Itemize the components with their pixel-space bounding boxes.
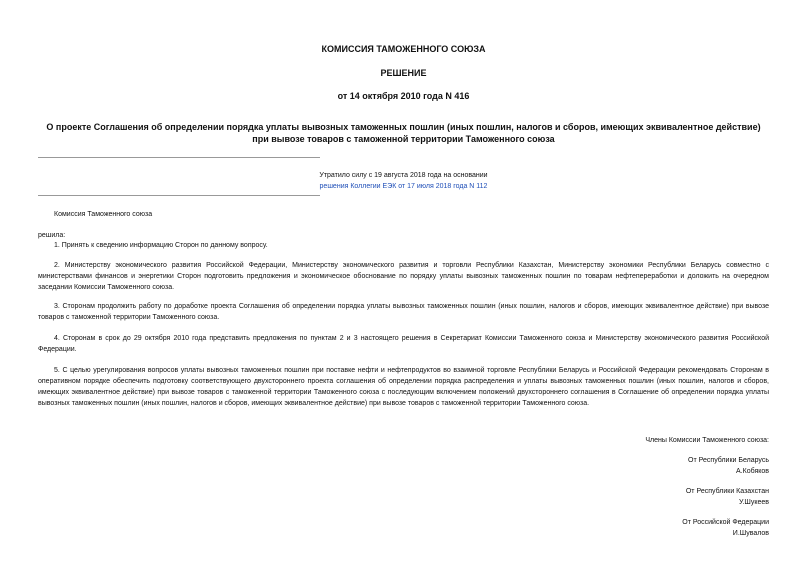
divider-top <box>38 157 320 158</box>
organization-heading: КОМИССИЯ ТАМОЖЕННОГО СОЮЗА <box>321 44 486 54</box>
signatures-heading: Члены Комиссии Таможенного союза: <box>645 437 769 444</box>
signature-block-kazakhstan <box>686 486 769 508</box>
signature-name: И.Шувалов <box>732 530 769 537</box>
signature-name: У.Шукеев <box>738 499 769 506</box>
document-type-heading: РЕШЕНИЕ <box>380 68 427 78</box>
paragraph-1: 1. Принять к сведению информацию Сторон по данному вопросу. <box>54 242 268 249</box>
date-number-heading: от 14 октября 2010 года N 416 <box>337 91 470 101</box>
signature-country: От Республики Казахстан <box>685 488 769 495</box>
signature-country: От Российской Федерации <box>682 519 769 526</box>
decided-text: решила: <box>38 232 66 239</box>
signature-block-belarus <box>688 455 769 477</box>
paragraph-5: 5. С целью урегулирования вопросов уплаты вывозных таможенных пошлин при поставке нефти и нефтепродуктов во взаимной торговле Республики Беларусь и Российской Федерации рекомендовать Сторонам в оперативном порядке обеспечить подготовку соответствующего двухстороннего проекта соглашения об определении порядка распределения и уплаты вывозных таможенных пошлин (иных пошлин, налогов и сборов, имеющих эквивалентное действие) при вывозе товаров с таможенной территории Таможенного союза с последующим включением положений двухстороннего соглашения в Соглашение об определении порядка уплаты вывозных таможенных пошлин (иных пошлин, налогов и сборов, имеющих эквивалентное действие) при вывозе товаров с таможенной территории Таможенного союза. <box>38 367 769 407</box>
paragraph-3: 3. Сторонам продолжить работу по доработке проекта Соглашения об определении порядка уплаты вывозных таможенных пошлин (иных пошлин, налогов и сборов, имеющих эквивалентное действие) при вывозе товаров с таможенной территории Таможенного союза. <box>38 303 769 321</box>
issuer-text: Комиссия Таможенного союза <box>54 211 153 218</box>
divider-bottom <box>38 195 320 196</box>
paragraph-2: 2. Министерству экономического развития Российской Федерации, Министерству экономического развития и торговли Республики Казахстан, Министерству экономики Республики Беларусь совместно с министерствами финансов и энергетики Сторон подготовить предложения и экономическое обоснование по порядку уплаты вывозных таможенных пошлин по товарам нефтепереработки и доложить на очередном заседании Комиссии Таможенного союза. <box>38 262 769 291</box>
signature-name: А.Кобяков <box>736 468 769 475</box>
document-title: О проекте Соглашения об определении порядка уплаты вывозных таможенных пошлин (иных пошлин, налогов и сборов, имеющих эквивалентное действие) при вывозе товаров с таможенной территории Таможенного союза <box>46 122 761 144</box>
signature-country: От Республики Беларусь <box>688 457 769 464</box>
expiry-link[interactable]: решения Коллегии ЕЭК от 17 июля 2018 года N 112 <box>319 183 488 190</box>
expiry-notice <box>0 170 807 192</box>
paragraph-4: 4. Сторонам в срок до 29 октября 2010 года представить предложения по пунктам 2 и 3 настоящего решения в Секретариат Комиссии Таможенного союза и Министерству экономического развития Российской Федерации. <box>38 335 769 353</box>
expiry-text: Утратило силу с 19 августа 2018 года на основании <box>319 172 488 179</box>
signature-block-russia <box>682 517 769 539</box>
